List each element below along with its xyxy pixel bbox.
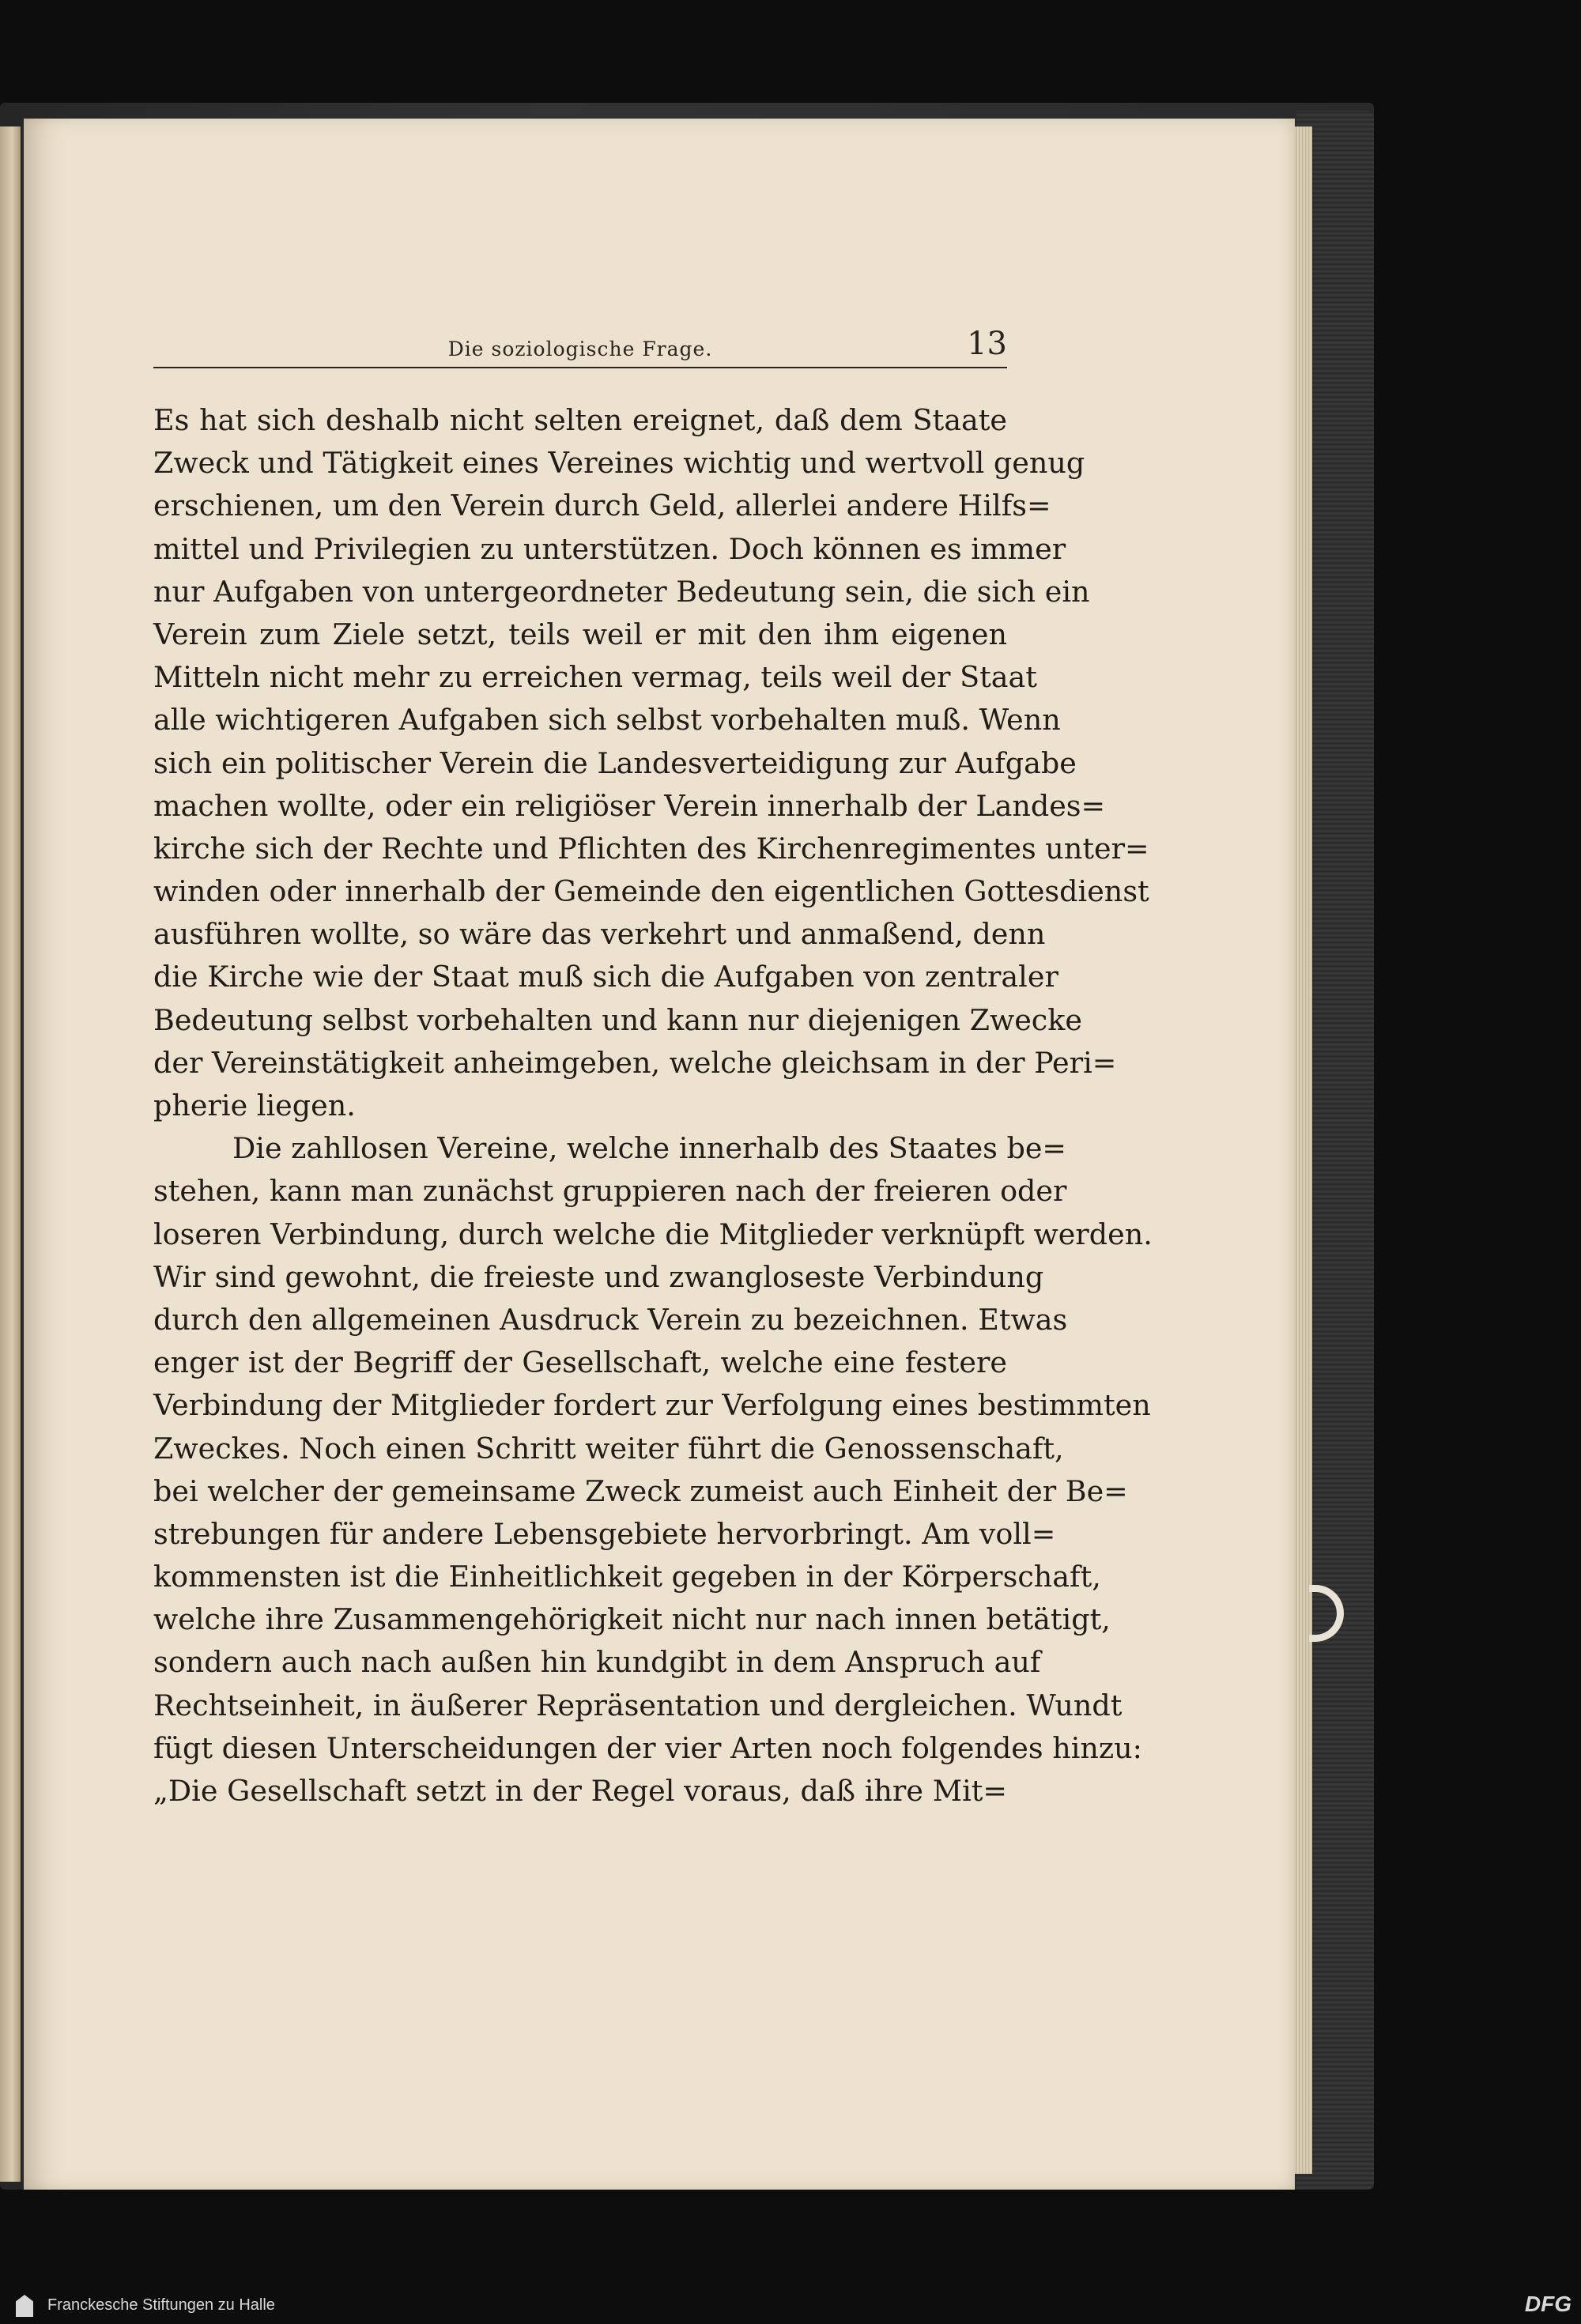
text-line: Die zahllosen Vereine, welche innerhalb des Staates be= <box>232 1131 1067 1166</box>
text-line: Rechtseinheit, in äußerer Repräsentation und dergleichen. Wundt <box>153 1688 1123 1722</box>
text-line: nur Aufgaben von untergeordneter Bedeutung sein, die sich ein <box>153 574 1090 609</box>
text-line: sich ein politischer Verein die Landesverteidigung zur Aufgabe <box>153 745 1077 780</box>
previous-page-edge <box>0 126 21 2182</box>
institution-name: Franckesche Stiftungen zu Halle <box>47 2296 275 2314</box>
funder-logo: DFG <box>1524 2292 1572 2316</box>
text-line: Verein zum Ziele setzt, teils weil er mit den ihm eigenen <box>153 617 1007 651</box>
text-line: pherie liegen. <box>153 1088 356 1122</box>
text-line: Es hat sich deshalb nicht selten ereignet, daß dem Staate <box>153 403 1007 437</box>
text-line: machen wollte, oder ein religiöser Verein innerhalb der Landes= <box>153 788 1106 823</box>
text-line: kirche sich der Rechte und Pflichten des Kirchenregimentes unter= <box>153 831 1149 866</box>
text-line: Wir sind gewohnt, die freieste und zwangloseste Verbindung <box>153 1259 1044 1294</box>
text-line: fügt diesen Unterscheidungen der vier Arten noch folgendes hinzu: <box>153 1730 1142 1765</box>
text-line: ausführen wollte, so wäre das verkehrt und anmaßend, denn <box>153 917 1046 952</box>
text-line: loseren Verbindung, durch welche die Mitglieder verknüpft werden. <box>153 1217 1153 1251</box>
page-number: 13 <box>967 326 1007 362</box>
text-line: Verbindung der Mitglieder fordert zur Verfolgung eines bestimmten <box>153 1388 1151 1423</box>
text-line: bei welcher der gemeinsame Zweck zumeist auch Einheit der Be= <box>153 1473 1128 1508</box>
text-line: sondern auch nach außen hin kundgibt in dem Anspruch auf <box>153 1645 1041 1680</box>
text-line: kommensten ist die Einheitlichkeit gegeben in der Körperschaft, <box>153 1560 1101 1594</box>
text-line: alle wichtigeren Aufgaben sich selbst vorbehalten muß. Wenn <box>153 703 1061 738</box>
text-line: der Vereinstätigkeit anheimgeben, welche gleichsam in der Peri= <box>153 1045 1117 1080</box>
running-head <box>153 326 1007 368</box>
institution-logo-icon <box>16 2295 33 2317</box>
text-line: mittel und Privilegien zu unterstützen. Doch können es immer <box>153 531 1066 566</box>
text-line: Mitteln nicht mehr zu erreichen vermag, teils weil der Staat <box>153 660 1037 695</box>
footer-bar <box>0 2288 1581 2324</box>
text-line: welche ihre Zusammengehörigkeit nicht nur nach innen betätigt, <box>153 1602 1111 1637</box>
text-line: strebungen für andere Lebensgebiete hervorbringt. Am voll= <box>153 1516 1056 1551</box>
body-text <box>153 399 1153 1813</box>
text-line: erschienen, um den Verein durch Geld, allerlei andere Hilfs= <box>153 489 1051 523</box>
text-line: Bedeutung selbst vorbehalten und kann nur diejenigen Zwecke <box>153 1002 1082 1037</box>
text-line: Zweckes. Noch einen Schritt weiter führt die Genossenschaft, <box>153 1431 1064 1466</box>
text-line: Zweck und Tätigkeit eines Vereines wichtig und wertvoll genug <box>153 446 1085 481</box>
text-line: winden oder innerhalb der Gemeinde den eigentlichen Gottesdienst <box>153 874 1149 909</box>
text-line: die Kirche wie der Staat muß sich die Aufgaben von zentraler <box>153 960 1058 994</box>
text-line: „Die Gesellschaft setzt in der Regel voraus, daß ihre Mit= <box>153 1774 1007 1808</box>
running-title: Die soziologische Frage. <box>447 338 713 360</box>
text-line: enger ist der Begriff der Gesellschaft, welche eine festere <box>153 1345 1007 1380</box>
text-line: durch den allgemeinen Ausdruck Verein zu bezeichnen. Etwas <box>153 1302 1068 1337</box>
text-line: stehen, kann man zunächst gruppieren nach der freieren oder <box>153 1174 1067 1209</box>
